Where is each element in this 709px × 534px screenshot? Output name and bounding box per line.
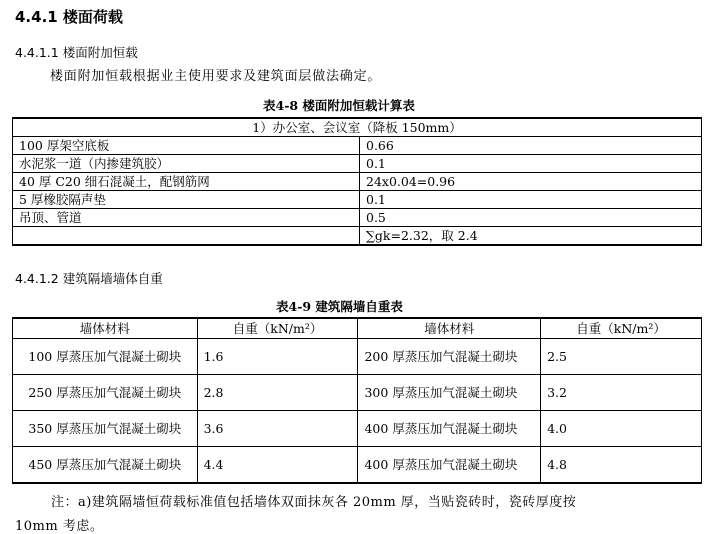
table-cell-material: 400 厚蒸压加气混凝土砌块: [358, 447, 541, 484]
dead-load-table: [12, 117, 702, 246]
table-cell-total: ∑gk=2.32，取 2.4: [360, 227, 702, 246]
table-cell-item: 100 厚架空底板: [13, 137, 360, 155]
table-cell-value: 0.66: [360, 137, 702, 155]
table-cell-material: 200 厚蒸压加气混凝土砌块: [358, 339, 541, 375]
table-row: [13, 191, 702, 209]
subsection-title-partition: 4.4.1.2 建筑隔墙墙体自重: [15, 271, 163, 286]
table-cell-material: 100 厚蒸压加气混凝土砌块: [13, 339, 198, 375]
table-cell-item: 5 厚橡胶隔声垫: [13, 191, 360, 209]
table-cell-item: 40 厚 C20 细石混凝土，配钢筋网: [13, 173, 360, 191]
table-cell-material: 450 厚蒸压加气混凝土砌块: [13, 447, 198, 484]
column-header: 墙体材料: [358, 318, 541, 339]
table-row-total: [13, 227, 702, 246]
partition-weight-table: [12, 317, 702, 484]
table-cell-weight: 3.2: [541, 375, 702, 411]
table-cell-value: 0.5: [360, 209, 702, 227]
table-cell-material: 300 厚蒸压加气混凝土砌块: [358, 375, 541, 411]
table-cell-weight: 2.5: [541, 339, 702, 375]
table-cell-value: 0.1: [360, 155, 702, 173]
table-row: [13, 375, 702, 411]
column-header: 自重（kN/m²）: [541, 318, 702, 339]
column-header: 自重（kN/m²）: [197, 318, 358, 339]
table-cell-weight: 2.8: [197, 375, 358, 411]
table-cell-value: 24x0.04=0.96: [360, 173, 702, 191]
table-cell-material: 350 厚蒸压加气混凝土砌块: [13, 411, 198, 447]
table-row: [13, 209, 702, 227]
table-cell-item: 水泥浆一道（内掺建筑胶）: [13, 155, 360, 173]
table-row: [13, 411, 702, 447]
table-cell-value: 0.1: [360, 191, 702, 209]
table-row: [13, 339, 702, 375]
table-header-office: 1）办公室、会议室（降板 150mm）: [13, 118, 702, 137]
table-cell-material: 250 厚蒸压加气混凝土砌块: [13, 375, 198, 411]
table-caption-dead-load: 表4-8 楼面附加恒载计算表: [263, 98, 415, 113]
table-cell-weight: 1.6: [197, 339, 358, 375]
table-row: [13, 137, 702, 155]
column-header: 墙体材料: [13, 318, 198, 339]
table-row: [13, 173, 702, 191]
table-cell-weight: 4.0: [541, 411, 702, 447]
table-row: [13, 447, 702, 484]
section-title: 4.4.1 楼面荷载: [15, 8, 123, 26]
table-caption-partition: 表4-9 建筑隔墙自重表: [276, 299, 403, 314]
table-cell-weight: 3.6: [197, 411, 358, 447]
table-cell-material: 400 厚蒸压加气混凝土砌块: [358, 411, 541, 447]
note-text-line2: 10mm 考虑。: [15, 519, 104, 534]
table-cell-weight: 4.4: [197, 447, 358, 484]
note-text-line1: 注：a)建筑隔墙恒荷载标准值包括墙体双面抹灰各 20mm 厚，当贴瓷砖时，瓷砖厚度按: [51, 495, 577, 510]
table-cell-item: 吊顶、管道: [13, 209, 360, 227]
subsection-title-dead-load: 4.4.1.1 楼面附加恒载: [15, 45, 138, 60]
table-row: [13, 155, 702, 173]
table-cell-item: [13, 227, 360, 246]
table-cell-weight: 4.8: [541, 447, 702, 484]
paragraph-text: 楼面附加恒载根据业主使用要求及建筑面层做法确定。: [50, 69, 382, 84]
